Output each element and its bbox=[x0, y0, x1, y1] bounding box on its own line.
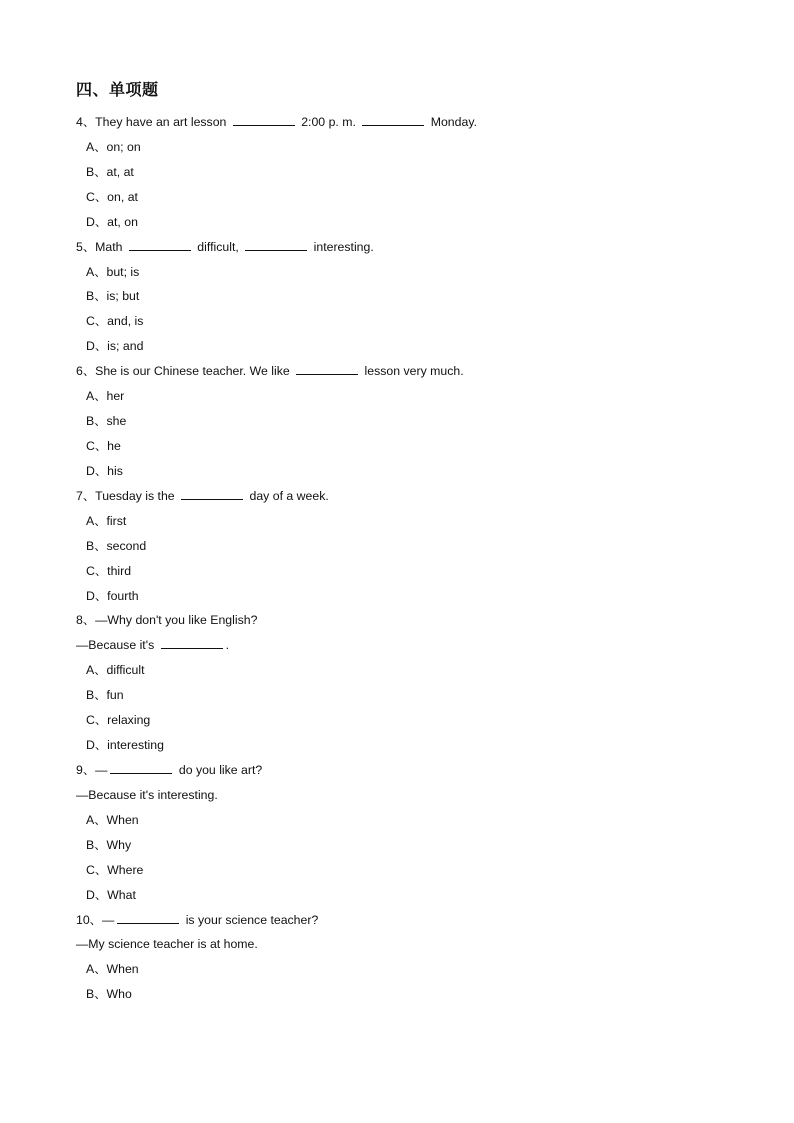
answer-blank bbox=[110, 761, 172, 774]
answer-option[interactable]: C、he bbox=[86, 438, 121, 453]
answer-blank bbox=[245, 238, 307, 251]
question-list bbox=[0, 110, 794, 1007]
question-stem bbox=[0, 110, 794, 135]
question-text: day of a week. bbox=[246, 488, 329, 503]
answer-option[interactable]: D、his bbox=[86, 463, 123, 478]
answer-option[interactable]: B、at, at bbox=[86, 164, 134, 179]
question-block bbox=[0, 110, 794, 235]
answer-blank bbox=[117, 911, 179, 924]
question-text: 8、—Why don't you like English? bbox=[76, 613, 258, 628]
question-block bbox=[0, 608, 794, 758]
question-stem bbox=[0, 783, 794, 808]
question-text: 6、She is our Chinese teacher. We like bbox=[76, 364, 294, 379]
answer-option[interactable]: A、When bbox=[86, 962, 139, 977]
answer-option[interactable]: C、relaxing bbox=[86, 713, 151, 728]
question-stem bbox=[0, 608, 794, 633]
answer-blank bbox=[233, 113, 295, 126]
answer-option[interactable]: C、third bbox=[86, 563, 132, 578]
answer-option[interactable]: A、When bbox=[86, 812, 139, 827]
question-block bbox=[0, 359, 794, 484]
answer-option[interactable]: D、at, on bbox=[86, 214, 138, 229]
answer-option[interactable]: A、difficult bbox=[86, 663, 145, 678]
answer-option[interactable]: A、first bbox=[86, 513, 127, 528]
question-block bbox=[0, 908, 794, 1008]
answer-option[interactable]: B、Who bbox=[86, 987, 132, 1002]
question-stem bbox=[0, 633, 794, 658]
question-stem bbox=[0, 359, 794, 384]
question-text: 9、— bbox=[76, 762, 108, 777]
question-stem bbox=[0, 908, 794, 933]
question-text: Monday. bbox=[427, 115, 477, 129]
answer-option[interactable]: B、is; but bbox=[86, 289, 140, 304]
question-block bbox=[0, 235, 794, 360]
question-stem bbox=[0, 932, 794, 957]
answer-blank bbox=[161, 636, 223, 649]
question-text: interesting. bbox=[310, 239, 374, 254]
answer-option[interactable]: D、is; and bbox=[86, 339, 144, 354]
answer-option[interactable]: B、she bbox=[86, 414, 127, 429]
answer-option[interactable]: D、What bbox=[86, 887, 136, 902]
answer-option[interactable]: C、and, is bbox=[86, 314, 144, 329]
question-text: difficult, bbox=[193, 239, 243, 254]
question-block bbox=[0, 758, 794, 908]
answer-blank bbox=[129, 238, 191, 251]
question-stem bbox=[0, 758, 794, 783]
answer-option[interactable]: B、Why bbox=[86, 837, 132, 852]
question-stem bbox=[0, 235, 794, 260]
answer-option[interactable]: D、fourth bbox=[86, 588, 139, 603]
answer-blank bbox=[362, 113, 424, 126]
answer-blank bbox=[296, 362, 358, 375]
section-title: 四、单项题 bbox=[76, 80, 159, 99]
answer-option[interactable]: A、her bbox=[86, 389, 125, 404]
question-text: do you like art? bbox=[175, 762, 263, 777]
answer-option[interactable]: B、second bbox=[86, 538, 147, 553]
question-block bbox=[0, 484, 794, 609]
answer-option[interactable]: D、interesting bbox=[86, 738, 164, 753]
question-text: lesson very much. bbox=[361, 364, 464, 379]
question-text: —My science teacher is at home. bbox=[76, 937, 258, 952]
answer-option[interactable]: C、Where bbox=[86, 862, 144, 877]
question-text: 5、Math bbox=[76, 239, 126, 254]
answer-option[interactable]: C、on, at bbox=[86, 189, 138, 204]
question-text: . bbox=[225, 638, 230, 653]
question-stem bbox=[0, 484, 794, 509]
question-text: 4、They have an art lesson bbox=[76, 115, 230, 129]
question-text: 10、— bbox=[76, 912, 115, 927]
question-text: is your science teacher? bbox=[182, 912, 319, 927]
question-text: —Because it's interesting. bbox=[76, 787, 218, 802]
answer-option[interactable]: A、on; on bbox=[86, 139, 141, 154]
answer-blank bbox=[181, 487, 243, 500]
question-text: 2:00 p. m. bbox=[297, 115, 360, 129]
question-text: —Because it's bbox=[76, 638, 158, 653]
answer-option[interactable]: B、fun bbox=[86, 688, 124, 703]
question-text: 7、Tuesday is the bbox=[76, 488, 179, 503]
answer-option[interactable]: A、but; is bbox=[86, 264, 140, 279]
